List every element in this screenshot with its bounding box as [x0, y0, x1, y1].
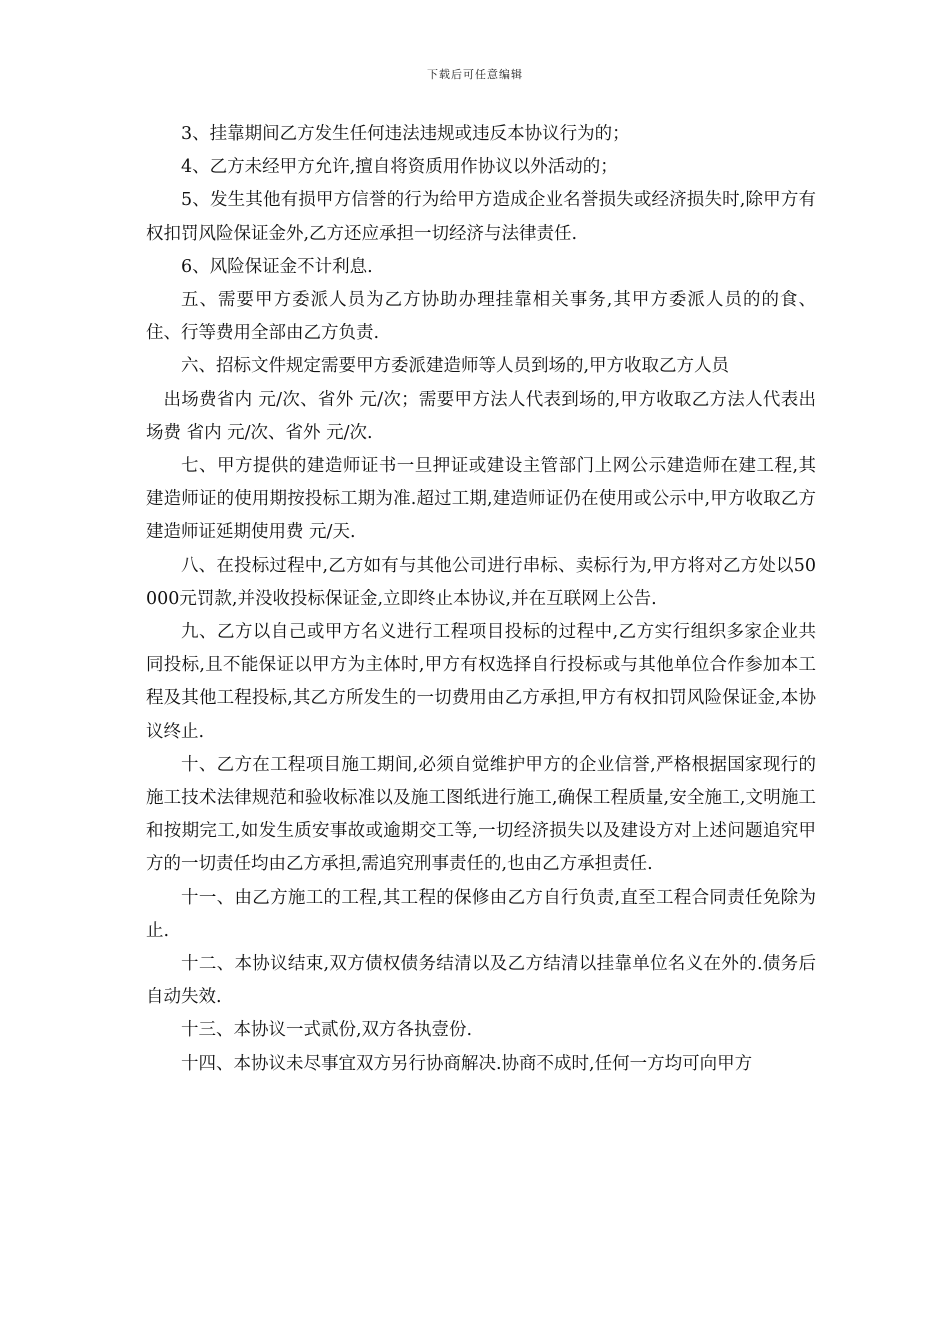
document-body	[146, 118, 816, 1081]
paragraph-clause-6: 六、招标文件规定需要甲方委派建造师等人员到场的,甲方收取乙方人员	[181, 356, 730, 377]
paragraph-clause-6-continued: 出场费省内 元/次、省外 元/次；需要甲方法人代表到场的,甲方收取乙方法人代表出场费 省内 元/次、省外 元/次.	[146, 389, 816, 443]
paragraph-clause-11: 十一、由乙方施工的工程,其工程的保修由乙方自行负责,直至工程合同责任免除为止.	[146, 887, 816, 941]
paragraph-clause-9: 九、乙方以自己或甲方名义进行工程项目投标的过程中,乙方实行组织多家企业共同投标,且不能保证以甲方为主体时,甲方有权选择自行投标或与其他单位合作参加本工程及其他工程投标,其乙方所发生的一切费用由乙方承担,甲方有权扣罚风险保证金,本协议终止.	[146, 622, 816, 742]
paragraph-clause-10: 十、乙方在工程项目施工期间,必须自觉维护甲方的企业信誉,严格根据国家现行的施工技术法律规范和验收标准以及施工图纸进行施工,确保工程质量,安全施工,文明施工和按期完工,如发生质安事故或逾期交工等,一切经济损失以及建设方对上述问题追究甲方的一切责任均由乙方承担,需追究刑事责任的,也由乙方承担责任.	[146, 754, 816, 875]
paragraph-clause-8: 八、在投标过程中,乙方如有与其他公司进行串标、卖标行为,甲方将对乙方处以50000元罚款,并没收投标保证金,立即终止本协议,并在互联网上公告.	[146, 555, 816, 609]
paragraph-clause-7: 七、甲方提供的建造师证书一旦押证或建设主管部门上网公示建造师在建工程,其建造师证的使用期按投标工期为准.超过工期,建造师证仍在使用或公示中,甲方收取乙方建造师证延期使用费 元/天.	[146, 456, 816, 543]
paragraph-clause-12: 十二、本协议结束,双方债权债务结清以及乙方结清以挂靠单位名义在外的.债务后自动失效.	[146, 954, 816, 1008]
paragraph-item-6: 6、风险保证金不计利息.	[181, 256, 373, 277]
paragraph-clause-5: 五、需要甲方委派人员为乙方协助办理挂靠相关事务,其甲方委派人员的的食、住、行等费用全部由乙方负责.	[146, 290, 816, 344]
paragraph-item-3: 3、挂靠期间乙方发生任何违法违规或违反本协议行为的；	[181, 124, 630, 144]
paragraph-clause-14: 十四、本协议未尽事宜双方另行协商解决.协商不成时,任何一方均可向甲方	[181, 1053, 753, 1074]
paragraph-clause-13: 十三、本协议一式贰份,双方各执壹份.	[181, 1020, 473, 1041]
paragraph-item-4: 4、乙方未经甲方允许,擅自将资质用作协议以外活动的；	[181, 157, 618, 178]
paragraph-item-5: 5、发生其他有损甲方信誉的行为给甲方造成企业名誉损失或经济损失时,除甲方有权扣罚风险保证金外,乙方还应承担一切经济与法律责任.	[146, 190, 816, 244]
page-header: 下载后可任意编辑	[427, 68, 523, 81]
